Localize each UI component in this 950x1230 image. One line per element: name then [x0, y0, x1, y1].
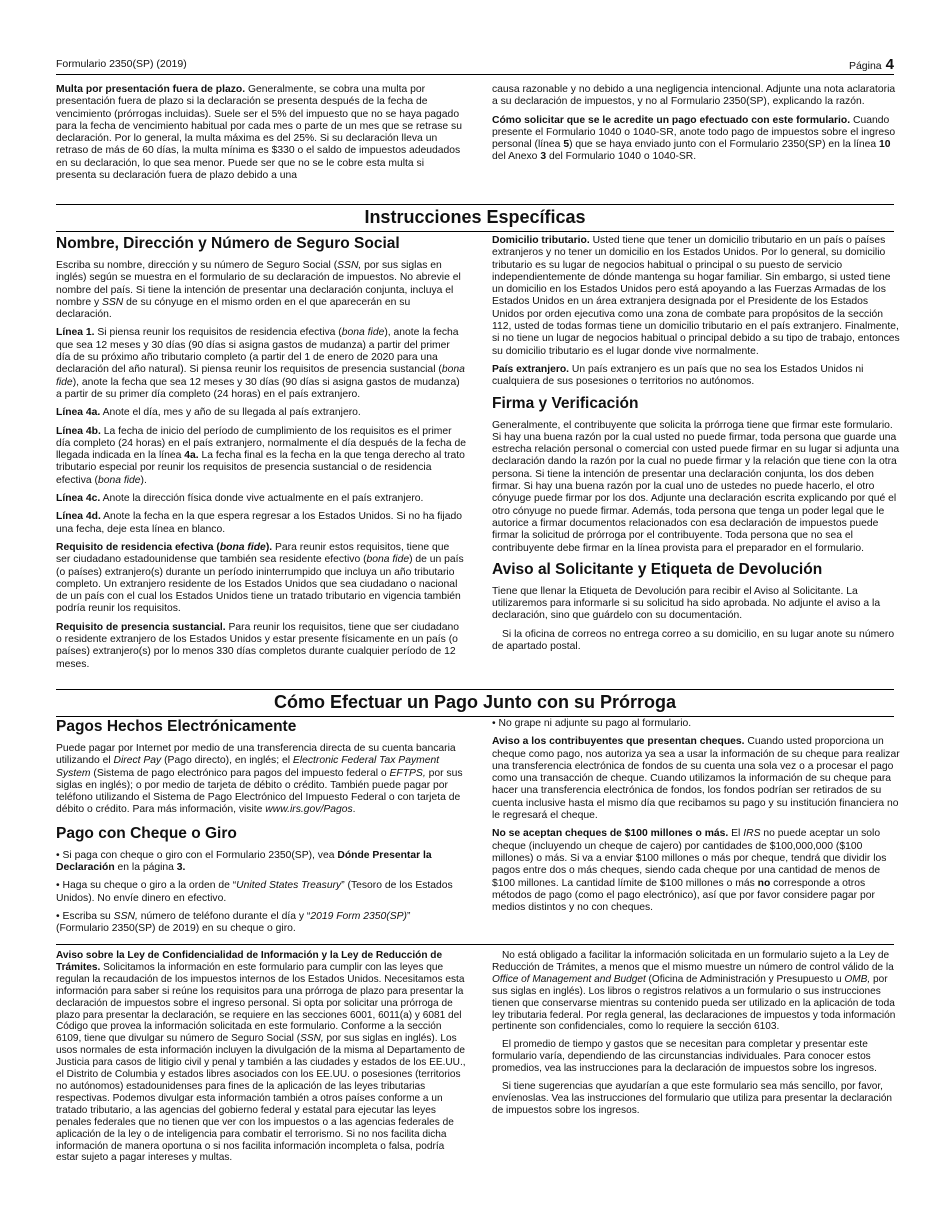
- check-heading: Pago con Cheque o Giro: [56, 824, 237, 842]
- line4a-paragraph: Línea 4a. Anote el día, mes y año de su llegada al país extranjero.: [56, 407, 361, 419]
- name-heading: Nombre, Dirección y Número de Seguro Social: [56, 235, 400, 252]
- name-paragraph: Escriba su nombre, dirección y su número de Seguro Social (SSN, por sus siglas en inglés) según se muestra en el formulario de su declaración de impuestos. No abrevie el nombre del país. Si tiene la intención de presentar una declaración conjunta, incluya el nombre y SSN de su cónyuge en el mismo orden en el que aparecerán en su declaración.: [56, 260, 461, 321]
- check-bullet-3: • Escriba su SSN, número de teléfono durante el día y “2019 Form 2350(SP)” (Formulario 2350(SP) de 2019) en su cheque o giro.: [56, 910, 411, 935]
- privacy-paragraph: Aviso sobre la Ley de Confidencialidad de Información y la Ley de Reducción de Trámites. Solicitamos la información en este formulario para cumplir con las leyes que regulan la recaudación de los impuestos internos de los Estados Unidos. Necesitamos esta información para saber si reúne los requisitos para una prórroga de plazo para presentar la declaración de impuestos sobre el ingreso personal. Si opta por solicitar una prórroga de plazo para presentar la declaración, se requiere en las secciones 6001, 6011(a) y 6081 del Código que provea la información solicitada en este formulario. Conforme a la sección 6109, tiene que divulgar su número de Seguro Social (SSN, por sus siglas en inglés). Los usos normales de esta información incluyen la divulgación de la misma al Departamento de Justicia para casos de litigio civil y penal y también a las ciudades y estados de los EE.UU., el Distrito de Columbia y estados libres asociados con los EE.UU. o posesiones (territorios no autónomos) estadounidenses para fines de la aplicación de las leyes tributarias respectivas. Podemos divulgar esta información también a otros países conforme a un tratado tributario, a las agencias del gobierno federal y estatal para ejecutar las leyes penales federales que no tienen que ver con los impuestos o a las agencias federales de aplicación de la ley o de inteligencia para combatir el terrorismo. Si no nos facilita dicha información de manera oportuna o si nos facilita información incompleta o falsa, podría estar sujeto a pagar intereses y multas.: [56, 950, 466, 1164]
- page-indicator: [849, 56, 894, 73]
- presence-paragraph: Requisito de presencia sustancial. Para reunir los requisitos, tiene que ser ciudadano o residente extranjero de los Estados Unidos y estar presente físicamente en un país (o países) extranjero(s) por lo menos 330 días completos durante cualquier período de 12 meses.: [56, 621, 460, 670]
- irs-link[interactable]: www.irs.gov/Pagos: [265, 804, 353, 816]
- payment-section: [56, 718, 900, 943]
- top-left-column: [56, 84, 466, 188]
- notice-heading: Aviso al Solicitante y Etiqueta de Devolución: [492, 560, 823, 578]
- signature-heading: Firma y Verificación: [492, 394, 639, 412]
- check-bullet-4: • No grape ni adjunte su pago al formulario.: [492, 718, 692, 729]
- penalty-paragraph: Multa por presentación fuera de plazo. Generalmente, se cobra una multa por presentación fuera de plazo si la declaración se presenta después de la fecha de vencimiento (prórrogas incluidas). Suele ser el 5% del impuesto que no se haya pagado para la fecha de vencimiento habitual por cada mes o parte de un mes que se retrase su declaración. Por lo general, la multa máxima es del 25%. Si su declaración lleva un retraso de más de 60 días, la multa mínima es $330 o el saldo de impuestos adeudados en su declaración, lo que sea menor. Puede ser que no se le cobre esta multa si presenta su declaración fuera de plazo debido a una: [56, 84, 462, 182]
- specific-section: [56, 235, 900, 675]
- electronic-heading: Pagos Hechos Electrónicamente: [56, 718, 297, 735]
- check-notice-paragraph: Aviso a los contribuyentes que presentan cheques. Cuando usted proporciona un cheque como pago, nos autoriza ya sea a usar la información de su cheque para realizar una transferencia electrónica de fondos de su cuenta una sola vez o a procesar el pago como una transacción de cheque. Cuando utilizamos la información de su cheque para hacer una transferencia electrónica de fondos, los fondos podrían ser retirados de su cuenta inclusive hasta el mismo día que recibamos su pago y su institución financiera no le regresará el cheque.: [492, 736, 900, 822]
- notice-paragraph: Tiene que llenar la Etiqueta de Devolución para recibir el Aviso al Solicitante. La utilizaremos para informarle si su solicitud ha sido aprobada. No adjunte el aviso a la declaración, sino que guárdelo con su documentación.: [492, 585, 881, 622]
- signature-paragraph: Generalmente, el contribuyente que solicita la prórroga tiene que firmar este formulario. Si hay una buena razón por la cual usted no puede firmar, toda persona que guarde una estrecha relación personal o comercial con usted puede firmar en su lugar si adjunta una declaración dando la razón por la cual no puede firmar y la relación que tiene con la otra persona. Si tiene la intención de presentar una declaración conjunta, los dos deben firmar. Si hay una buena razón por la cual uno de ustedes no puede hacerlo, el otro cónyuge puede firmar por los dos. Adjunte una declaración escrita explicando por qué el otro cónyuge no puede firmar. Además, toda persona que tenga un poder legal que le autorice a firmar documentos relacionados con esa declaración de impuestos puede firmar la solicitud de prórroga por el contribuyente. Toda persona que no sea el contribuyente debe firmar en la línea provista para el preparador en el formulario.: [492, 419, 900, 554]
- no-check-paragraph: No se aceptan cheques de $100 millones o más. El IRS no puede aceptar un solo cheque (incluyendo un cheque de cajero) por cantidades de $100,000,000 ($100 millones) o más. Si va a enviar $100 millones o más por cheque, tendrá que dividir los pagos entre dos o más cheques, siendo cada cheque por una cantidad de menos de $100 millones. La cantidad límite de $100 millones o más no corresponde a otros métodos de pago (como el pago electrónico), así que por favor considere pagar por medios distintos y no con cheques.: [492, 828, 887, 914]
- check-bullet-1: • Si paga con cheque o giro con el Formulario 2350(SP), vea Dónde Presentar la Declaración en la página 3.: [56, 849, 432, 874]
- page-number: 4: [885, 56, 894, 73]
- electronic-paragraph: Puede pagar por Internet por medio de una transferencia directa de su cuenta bancaria utilizando el Direct Pay (Pago directo), en inglés; el Electronic Federal Tax Payment System (Sistema de pago electrónico para pagos del impuesto federal o EFTPS, por sus siglas en inglés); o por medio de tarjeta de débito o crédito. También puede pagar por teléfono utilizando el Sistema de Pago Electrónico del Impuesto Federal o con tarjeta de débito o crédito. Para más información, visite www.irs.gov/Pagos.: [56, 743, 463, 816]
- penalty-continuation: causa razonable y no debido a una negligencia intencional. Adjunte una nota aclaratoria a su declaración de impuestos, y no al Formulario 2350(SP), explicando la razón.: [492, 84, 896, 108]
- credit-paragraph: Cómo solicitar que se le acredite un pago efectuado con este formulario. Cuando presente el Formulario 1040 o 1040-SR, anote todo pago de impuestos sobre el ingreso personal (línea 5) que se haya enviado junto con el Formulario 2350(SP) en la línea 10 del Anexo 3 del Formulario 1040 o 1040-SR.: [492, 114, 896, 163]
- specific-instructions-title: Instrucciones Específicas: [56, 204, 894, 228]
- payment-right-column: [492, 718, 902, 920]
- page-header: [56, 56, 894, 75]
- top-section: [56, 84, 894, 184]
- specific-right-column: [492, 235, 902, 659]
- privacy-left-column: [56, 950, 466, 1170]
- line1-paragraph: Línea 1. Si piensa reunir los requisitos de residencia efectiva (bona fide), anote la fecha que sea 12 meses y 30 días (90 días si asigna gastos de mudanza) a partir del primer día de su próximo año tributario completo (a partir del 1 de enero de 2020 para una declaración del año natural). Si piensa reunir los requisitos de presencia sustancial (bona fide), anote la fecha que sea 12 meses y 30 días (90 días si asigna gastos de mudanza) a partir de su primer día completo (24 horas) en el país extranjero.: [56, 327, 465, 400]
- privacy-divider: [56, 944, 894, 945]
- payment-title: Cómo Efectuar un Pago Junto con su Prórroga: [56, 689, 894, 713]
- bona-fide-paragraph: Requisito de residencia efectiva (bona fide). Para reunir estos requisitos, tiene que ser ciudadano estadounidense que también sea residente efectivo (bona fide) de un país (o países) extranjero(s) durante un período ininterrumpido que incluya un año tributario completo. Un extranjero residente de los Estados Unidos que sea ciudadano o nacional de un país con el cual los Estados Unidos tiene un tratado tributario en vigencia también podría reunir los requisitos.: [56, 541, 464, 615]
- check-bullet-2: • Haga su cheque o giro a la orden de “United States Treasury” (Tesoro de los Estados Unidos). No envíe dinero en efectivo.: [56, 880, 453, 904]
- privacy-right-column: [492, 950, 902, 1123]
- paperwork-paragraph: No está obligado a facilitar la información solicitada en un formulario sujeto a la Ley de Reducción de Trámites, a menos que el mismo muestre un número de control válido de la Office of Management and Budget (Oficina de Administración y Presupuesto u OMB, por sus siglas en inglés). Los libros o registros relativos a un formulario o sus instrucciones tienen que conservarse mientras su contenido pueda ser utilizado en la aplicación de toda ley tributaria federal. Por regla general, las declaraciones de impuestos y toda información pertinente son confidenciales, como lo requiere la sección 6103.: [492, 950, 896, 1033]
- suggestions-paragraph: Si tiene sugerencias que ayudarían a que este formulario sea más sencillo, por favor, envíenoslas. Vea las instrucciones del formulario que utiliza para presentar la declaración de impuestos sobre los ingresos.: [492, 1081, 893, 1116]
- form-label: Formulario 2350(SP) (2019): [56, 58, 187, 70]
- notice-paragraph-2: Si la oficina de correos no entrega correo a su domicilio, en su lugar anote su número de apartado postal.: [492, 628, 895, 653]
- specific-left-column: [56, 235, 466, 677]
- privacy-section: [56, 950, 894, 1180]
- time-estimate-paragraph: El promedio de tiempo y gastos que se necesitan para completar y presentar este formulario varía, dependiendo de las circunstancias individuales. Para conocer estos promedios, vea las instrucciones para la declaración de impuestos sobre los ingresos.: [492, 1039, 877, 1075]
- line4d-paragraph: Línea 4d. Anote la fecha en la que espera regresar a los Estados Unidos. Si no ha fijado una fecha, deje esta línea en blanco.: [56, 511, 462, 535]
- line4b-paragraph: Línea 4b. La fecha de inicio del período de cumplimiento de los requisitos es el primer día completo (24 horas) en el país extranjero, normalmente el día después de la fecha de llegada indicada en la línea 4a. La fecha final es la fecha en la que tenga derecho al trato tributario especial por reunir los requisitos de presencia sustancial o de residencia efectiva (bona fide).: [56, 425, 466, 486]
- line4c-paragraph: Línea 4c. Anote la dirección física donde vive actualmente en el país extranjero.: [56, 493, 424, 505]
- top-right-column: [492, 84, 902, 170]
- domicile-paragraph: Domicilio tributario. Usted tiene que tener un domicilio tributario en un país o países extranjeros y no tener un domicilio en los Estados Unidos. Por lo general, su domicilio tributario es su lugar de negocios habitual o principal o su puesto de servicio independientemente de dónde mantenga su hogar familiar. Sin embargo, si usted tiene un domicilio en los Estados Unidos pero está apoyando a las Fuerzas Armadas de los Estados Unidos en un área extranjera designada por el Presidente de los Estados Unidos por orden ejecutiva como una zona de combate para propósitos de la sección 112, usted de todas formas tiene un domicilio tributario en el país extranjero. Finalmente, si no tiene un lugar de negocios habitual o principal debido a su tipo de trabajo, entonces su domicilio tributario es el lugar donde vive normalmente.: [492, 235, 900, 357]
- page-word: Página: [848, 60, 882, 72]
- payment-left-column: [56, 718, 466, 942]
- foreign-country-paragraph: País extranjero. Un país extranjero es un país que no sea los Estados Unidos ni cualquiera de sus posesiones o territorios no autónomos.: [492, 363, 864, 388]
